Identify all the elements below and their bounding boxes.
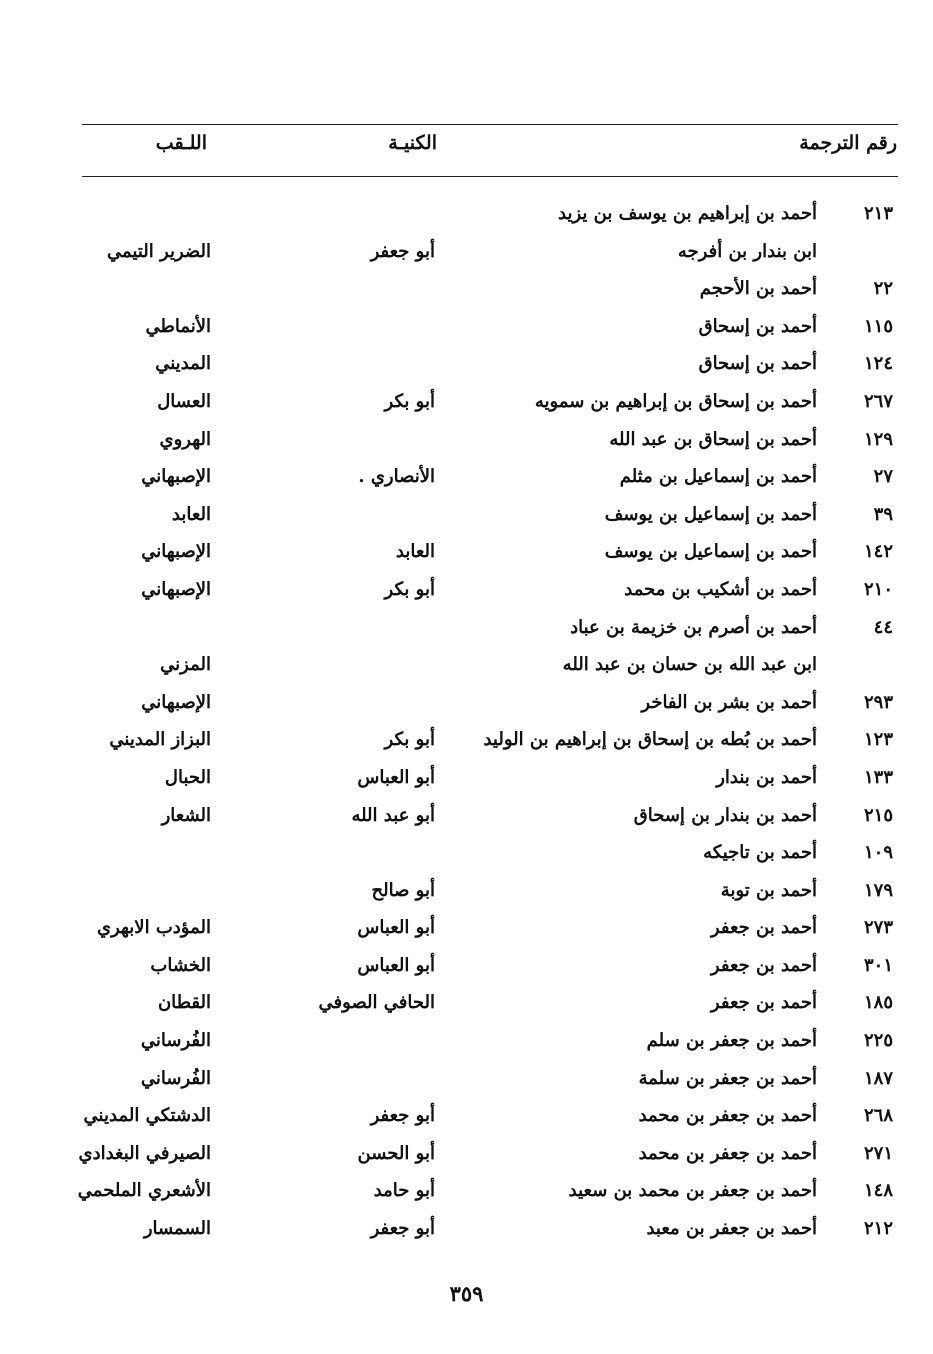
header-top-rule [82, 124, 898, 125]
entry-name: أحمد بن جعفر بن سلم [646, 1030, 817, 1052]
entry-name: أحمد بن بشر بن الفاخر [641, 691, 817, 713]
entry-kunya: أبو العباس [357, 766, 435, 788]
table-row [0, 391, 933, 429]
entry-name: أحمد بن جعفر [710, 954, 817, 976]
entry-kunya: أبو الحسن [357, 1142, 435, 1164]
entry-name: ابن بندار بن أفرجه [677, 240, 817, 262]
entry-kunya: أبو صالح [371, 879, 435, 901]
table-row [0, 617, 933, 655]
entry-name: أحمد بن أصرم بن خزيمة بن عباد [570, 616, 817, 638]
entry-name: أحمد بن جعفر بن محمد [638, 1142, 817, 1164]
table-row [0, 1180, 933, 1218]
entry-number: ١٨٥ [863, 992, 893, 1014]
table-row [0, 955, 933, 993]
entry-laqab: الأشعري الملحمي [77, 1180, 211, 1202]
table-row [0, 1030, 933, 1068]
entry-number: ٢٧ [873, 466, 893, 488]
table-row [0, 466, 933, 504]
entry-laqab: المزني [160, 654, 211, 676]
entry-laqab: الخشاب [150, 954, 211, 976]
entry-name: أحمد بن الأحجم [699, 278, 817, 300]
table-row [0, 504, 933, 542]
entry-number: ٢١٢ [863, 1218, 893, 1240]
entry-laqab: الإصبهاني [141, 466, 211, 488]
table-row [0, 992, 933, 1030]
entry-laqab: الهروي [159, 428, 211, 450]
entry-number: ٣٠١ [863, 954, 893, 976]
entry-number: ٢١٣ [863, 203, 893, 224]
entry-laqab: السمسار [143, 1218, 211, 1240]
entry-laqab: الضرير التيمي [107, 240, 211, 262]
entry-laqab: الأنماطي [145, 315, 211, 337]
entry-name: أحمد بن توبة [720, 879, 817, 901]
entry-kunya: أبو حامد [373, 1180, 435, 1202]
entry-kunya: الحافي الصوفي [318, 992, 435, 1014]
table-row [0, 429, 933, 467]
entry-laqab: الفُرساني [140, 1030, 211, 1052]
entry-number: ١١٥ [863, 315, 893, 337]
entry-kunya: أبو العباس [357, 954, 435, 976]
table-row [0, 1105, 933, 1143]
entry-laqab: الإصبهاني [141, 578, 211, 600]
entry-number: ٢١٥ [863, 804, 893, 826]
entry-name: أحمد بن جعفر [710, 917, 817, 939]
entry-laqab: المؤدب الابهري [96, 917, 211, 939]
entry-number: ١٠٩ [863, 842, 893, 864]
entry-name: أحمد بن إسحاق [698, 353, 817, 375]
header-kunya-label: الكنيـة [388, 132, 437, 154]
entry-name: أحمد بن إسماعيل بن مثلم [619, 466, 817, 488]
entry-name: أحمد بن جعفر بن محمد بن سعيد [568, 1180, 817, 1202]
entry-number: ٢٢ [873, 278, 893, 300]
entry-number: ١٢٤ [863, 353, 893, 375]
entry-name: أحمد بن بندار بن إسحاق [633, 804, 817, 826]
entry-number: ٢٧٣ [863, 917, 893, 939]
entry-name: أحمد بن جعفر بن محمد [638, 1105, 817, 1127]
entry-kunya: أبو جعفر [370, 1105, 435, 1127]
table-row [0, 241, 933, 279]
entry-number: ٢٩٣ [863, 691, 893, 713]
table-row [0, 767, 933, 805]
entry-number: ٤٤ [873, 616, 893, 638]
header-bottom-rule [82, 176, 898, 177]
entry-laqab: البزاز المديني [109, 729, 211, 751]
entry-number: ١٢٣ [863, 729, 893, 751]
entry-number: ٢١٠ [863, 578, 893, 600]
entry-name: أحمد بن إسحاق [698, 315, 817, 337]
entry-laqab: المديني [155, 353, 211, 375]
entry-name: أحمد بن جعفر بن سلمة [638, 1067, 817, 1089]
table-row [0, 353, 933, 391]
entry-laqab: العابد [171, 503, 211, 525]
table-row [0, 654, 933, 692]
entry-laqab: الصيرفي البغدادي [78, 1142, 211, 1164]
entry-name: أحمد بن إسحاق بن إبراهيم بن سمويه [534, 390, 817, 412]
entry-name: أحمد بن أشكيب بن محمد [624, 578, 817, 600]
entry-laqab: الفُرساني [140, 1067, 211, 1089]
table-row [0, 880, 933, 918]
page-number: ٣٥٩ [449, 1281, 484, 1306]
entry-number: ٢٧١ [863, 1142, 893, 1164]
entry-kunya: أبو جعفر [370, 1218, 435, 1240]
entry-kunya: أبو بكر [384, 729, 435, 751]
entry-number: ١٤٢ [863, 541, 893, 563]
entry-name: أحمد بن بندار [716, 766, 817, 788]
entry-number: ١٨٧ [863, 1067, 893, 1089]
entry-laqab: الحبال [164, 766, 211, 788]
entry-kunya: أبو العباس [357, 917, 435, 939]
entry-number: ١٤٨ [863, 1180, 893, 1202]
table-row [0, 729, 933, 767]
table-row [0, 203, 933, 241]
entry-number: ٢٦٨ [863, 1105, 893, 1127]
entry-name: أحمد بن إبراهيم بن يوسف بن يزيد [558, 203, 817, 224]
entry-number: ٣٩ [873, 503, 893, 525]
entries-table [0, 203, 933, 1256]
entry-number: ١٧٩ [863, 879, 893, 901]
entry-kunya: أبو بكر [384, 390, 435, 412]
entry-number: ٢٦٧ [863, 390, 893, 412]
entry-name: أحمد بن تاجيكه [703, 842, 817, 864]
table-row [0, 805, 933, 843]
table-row [0, 917, 933, 955]
table-row [0, 1068, 933, 1106]
entry-name: أحمد بن جعفر [710, 992, 817, 1014]
entry-laqab: القطان [157, 992, 211, 1014]
entry-laqab: العسال [157, 390, 211, 412]
header-number-label: رقم الترجمة [799, 132, 897, 154]
entry-name: أحمد بن إسماعيل بن يوسف [604, 503, 817, 525]
entry-number: ١٣٣ [863, 766, 893, 788]
entry-kunya: أبو عبد الله [351, 804, 435, 826]
entry-name: أحمد بن إسماعيل بن يوسف [604, 541, 817, 563]
table-row [0, 1218, 933, 1256]
table-row [0, 579, 933, 617]
entry-kunya: أبو بكر [384, 578, 435, 600]
entry-laqab: الدشتكي المديني [83, 1105, 211, 1127]
entry-kunya: الأنصاري . [358, 466, 435, 488]
entry-laqab: الإصبهاني [141, 541, 211, 563]
entry-name: ابن عبد الله بن حسان بن عبد الله [562, 654, 817, 676]
table-row [0, 541, 933, 579]
table-row [0, 278, 933, 316]
entry-laqab: الشعار [161, 804, 211, 826]
entry-name: أحمد بن بُطه بن إسحاق بن إبراهيم بن الوليد [483, 729, 817, 751]
entry-number: ١٢٩ [863, 428, 893, 450]
table-row [0, 316, 933, 354]
table-row [0, 692, 933, 730]
entry-name: أحمد بن إسحاق بن عبد الله [609, 428, 817, 450]
header-laqab-label: اللـقب [155, 132, 207, 154]
table-row [0, 1143, 933, 1181]
entry-kunya: أبو جعفر [370, 240, 435, 262]
entry-number: ٢٢٥ [863, 1030, 893, 1052]
entry-name: أحمد بن جعفر بن معبد [646, 1218, 817, 1240]
table-row [0, 842, 933, 880]
entry-kunya: العابد [395, 541, 435, 563]
entry-laqab: الإصبهاني [141, 691, 211, 713]
